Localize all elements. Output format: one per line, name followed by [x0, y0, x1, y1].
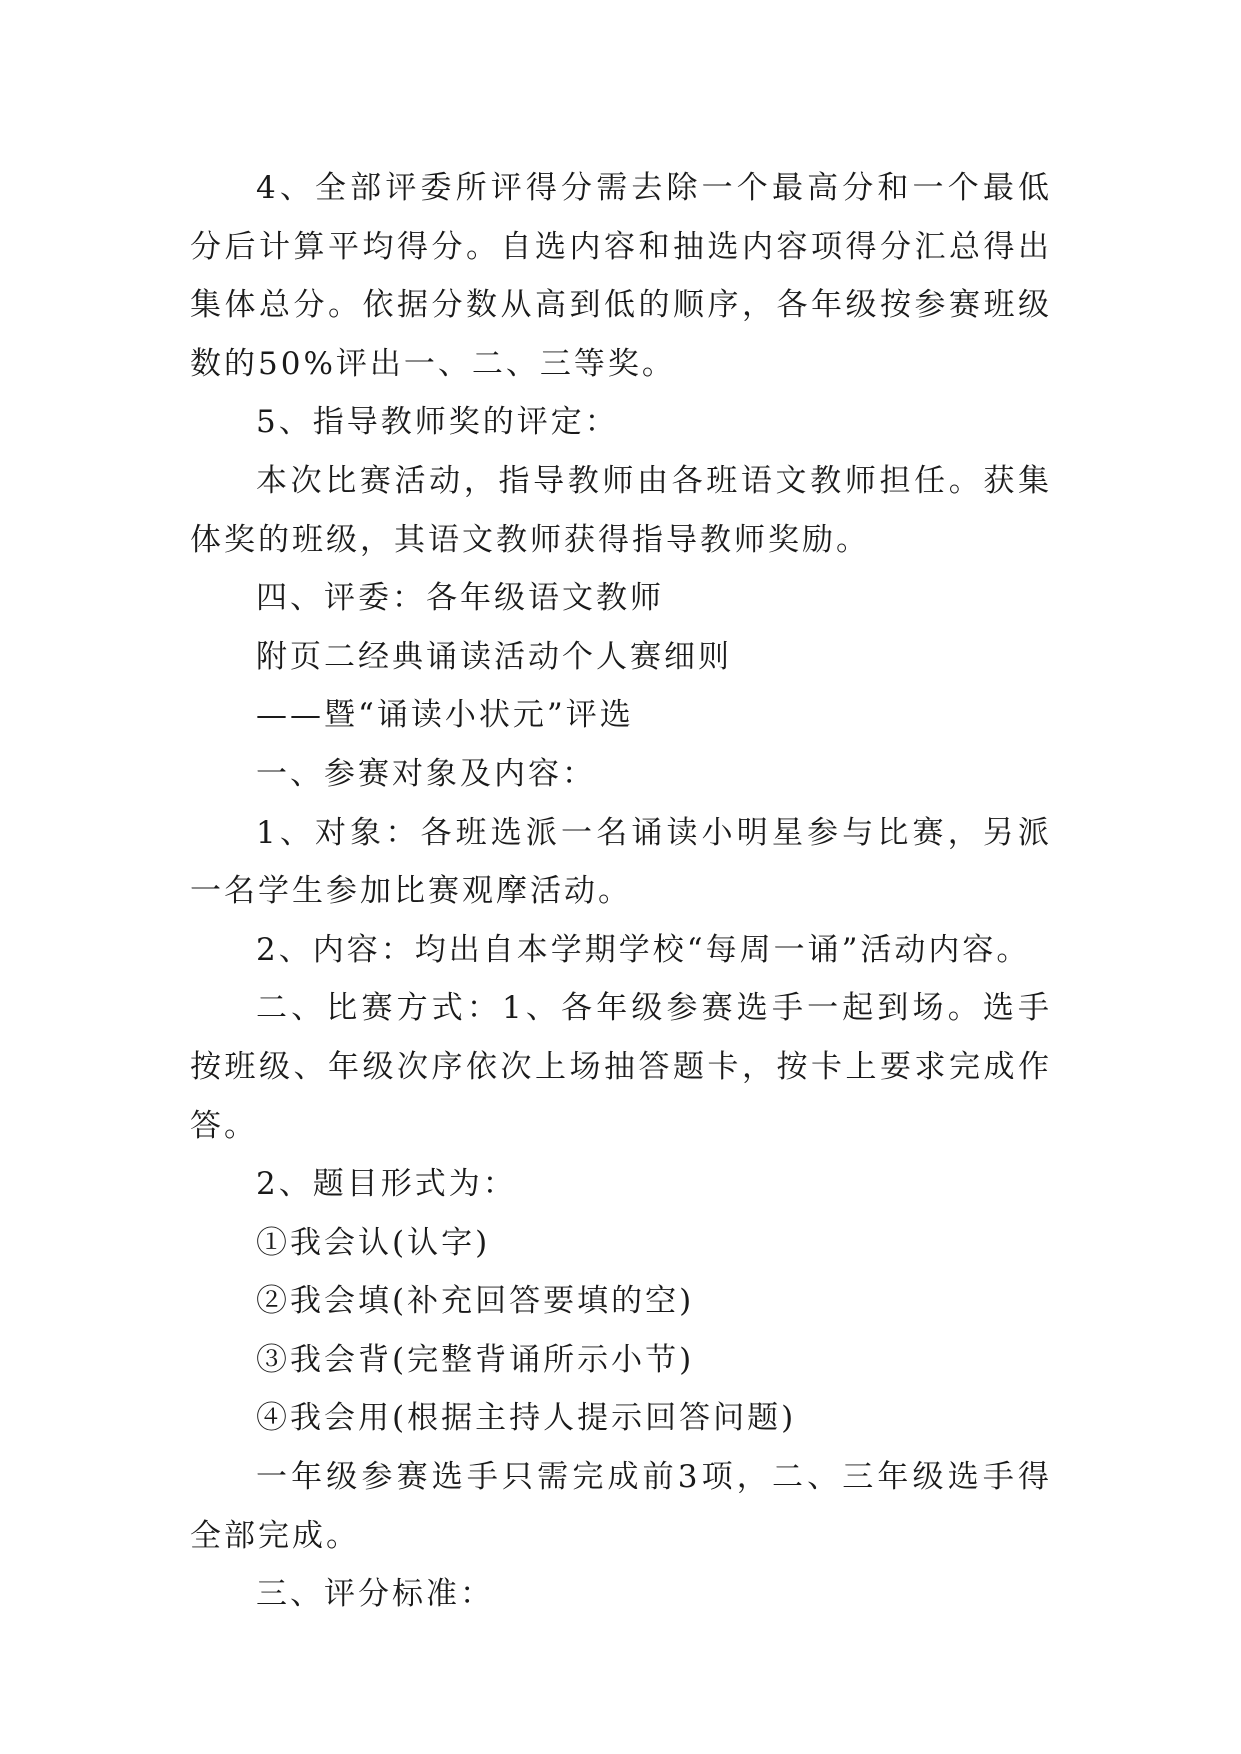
paragraph-question-types-heading: 2、题目形式为： — [256, 1166, 517, 1203]
document-body — [190, 159, 1052, 1624]
paragraph-participants: 1、对象：各班选派一名诵读小明星参与比赛，另派一名学生参加比赛观摩活动。 — [190, 814, 1052, 910]
paragraph-teacher-award-heading: 5、指导教师奖的评定： — [256, 404, 619, 441]
paragraph-content: 2、内容：均出自本学期学校“每周一诵”活动内容。 — [256, 931, 1031, 968]
list-item-use: ④我会用(根据主持人提示回答问题) — [256, 1400, 797, 1437]
paragraph-appendix-subtitle: ——暨“诵读小状元”评选 — [256, 697, 634, 734]
list-item-recognize: ①我会认(认字) — [256, 1224, 491, 1261]
paragraph-participants-heading: 一、参赛对象及内容： — [256, 755, 596, 792]
paragraph-appendix-title: 附页二经典诵读活动个人赛细则 — [256, 638, 732, 675]
paragraph-judges: 四、评委：各年级语文教师 — [256, 580, 664, 617]
paragraph-competition-format: 二、比赛方式：1、各年级参赛选手一起到场。选手按班级、年级次序依次上场抽答题卡，按卡上要求完成作答。 — [190, 990, 1052, 1144]
list-item-recite: ③我会背(完整背诵所示小节) — [256, 1341, 695, 1378]
paragraph-scoring-rule: 4、全部评委所评得分需去除一个最高分和一个最低分后计算平均得分。自选内容和抽选内容项得分汇总得出集体总分。依据分数从高到低的顺序，各年级按参赛班级数的50%评出一、二、三等奖。 — [190, 170, 1052, 382]
paragraph-teacher-award-detail: 本次比赛活动，指导教师由各班语文教师担任。获集体奖的班级，其语文教师获得指导教师奖励。 — [190, 462, 1052, 558]
list-item-fill: ②我会填(补充回答要填的空) — [256, 1283, 695, 1320]
paragraph-scoring-standard-heading: 三、评分标准： — [256, 1576, 494, 1613]
paragraph-grade-requirement: 一年级参赛选手只需完成前3项，二、三年级选手得全部完成。 — [190, 1459, 1052, 1554]
